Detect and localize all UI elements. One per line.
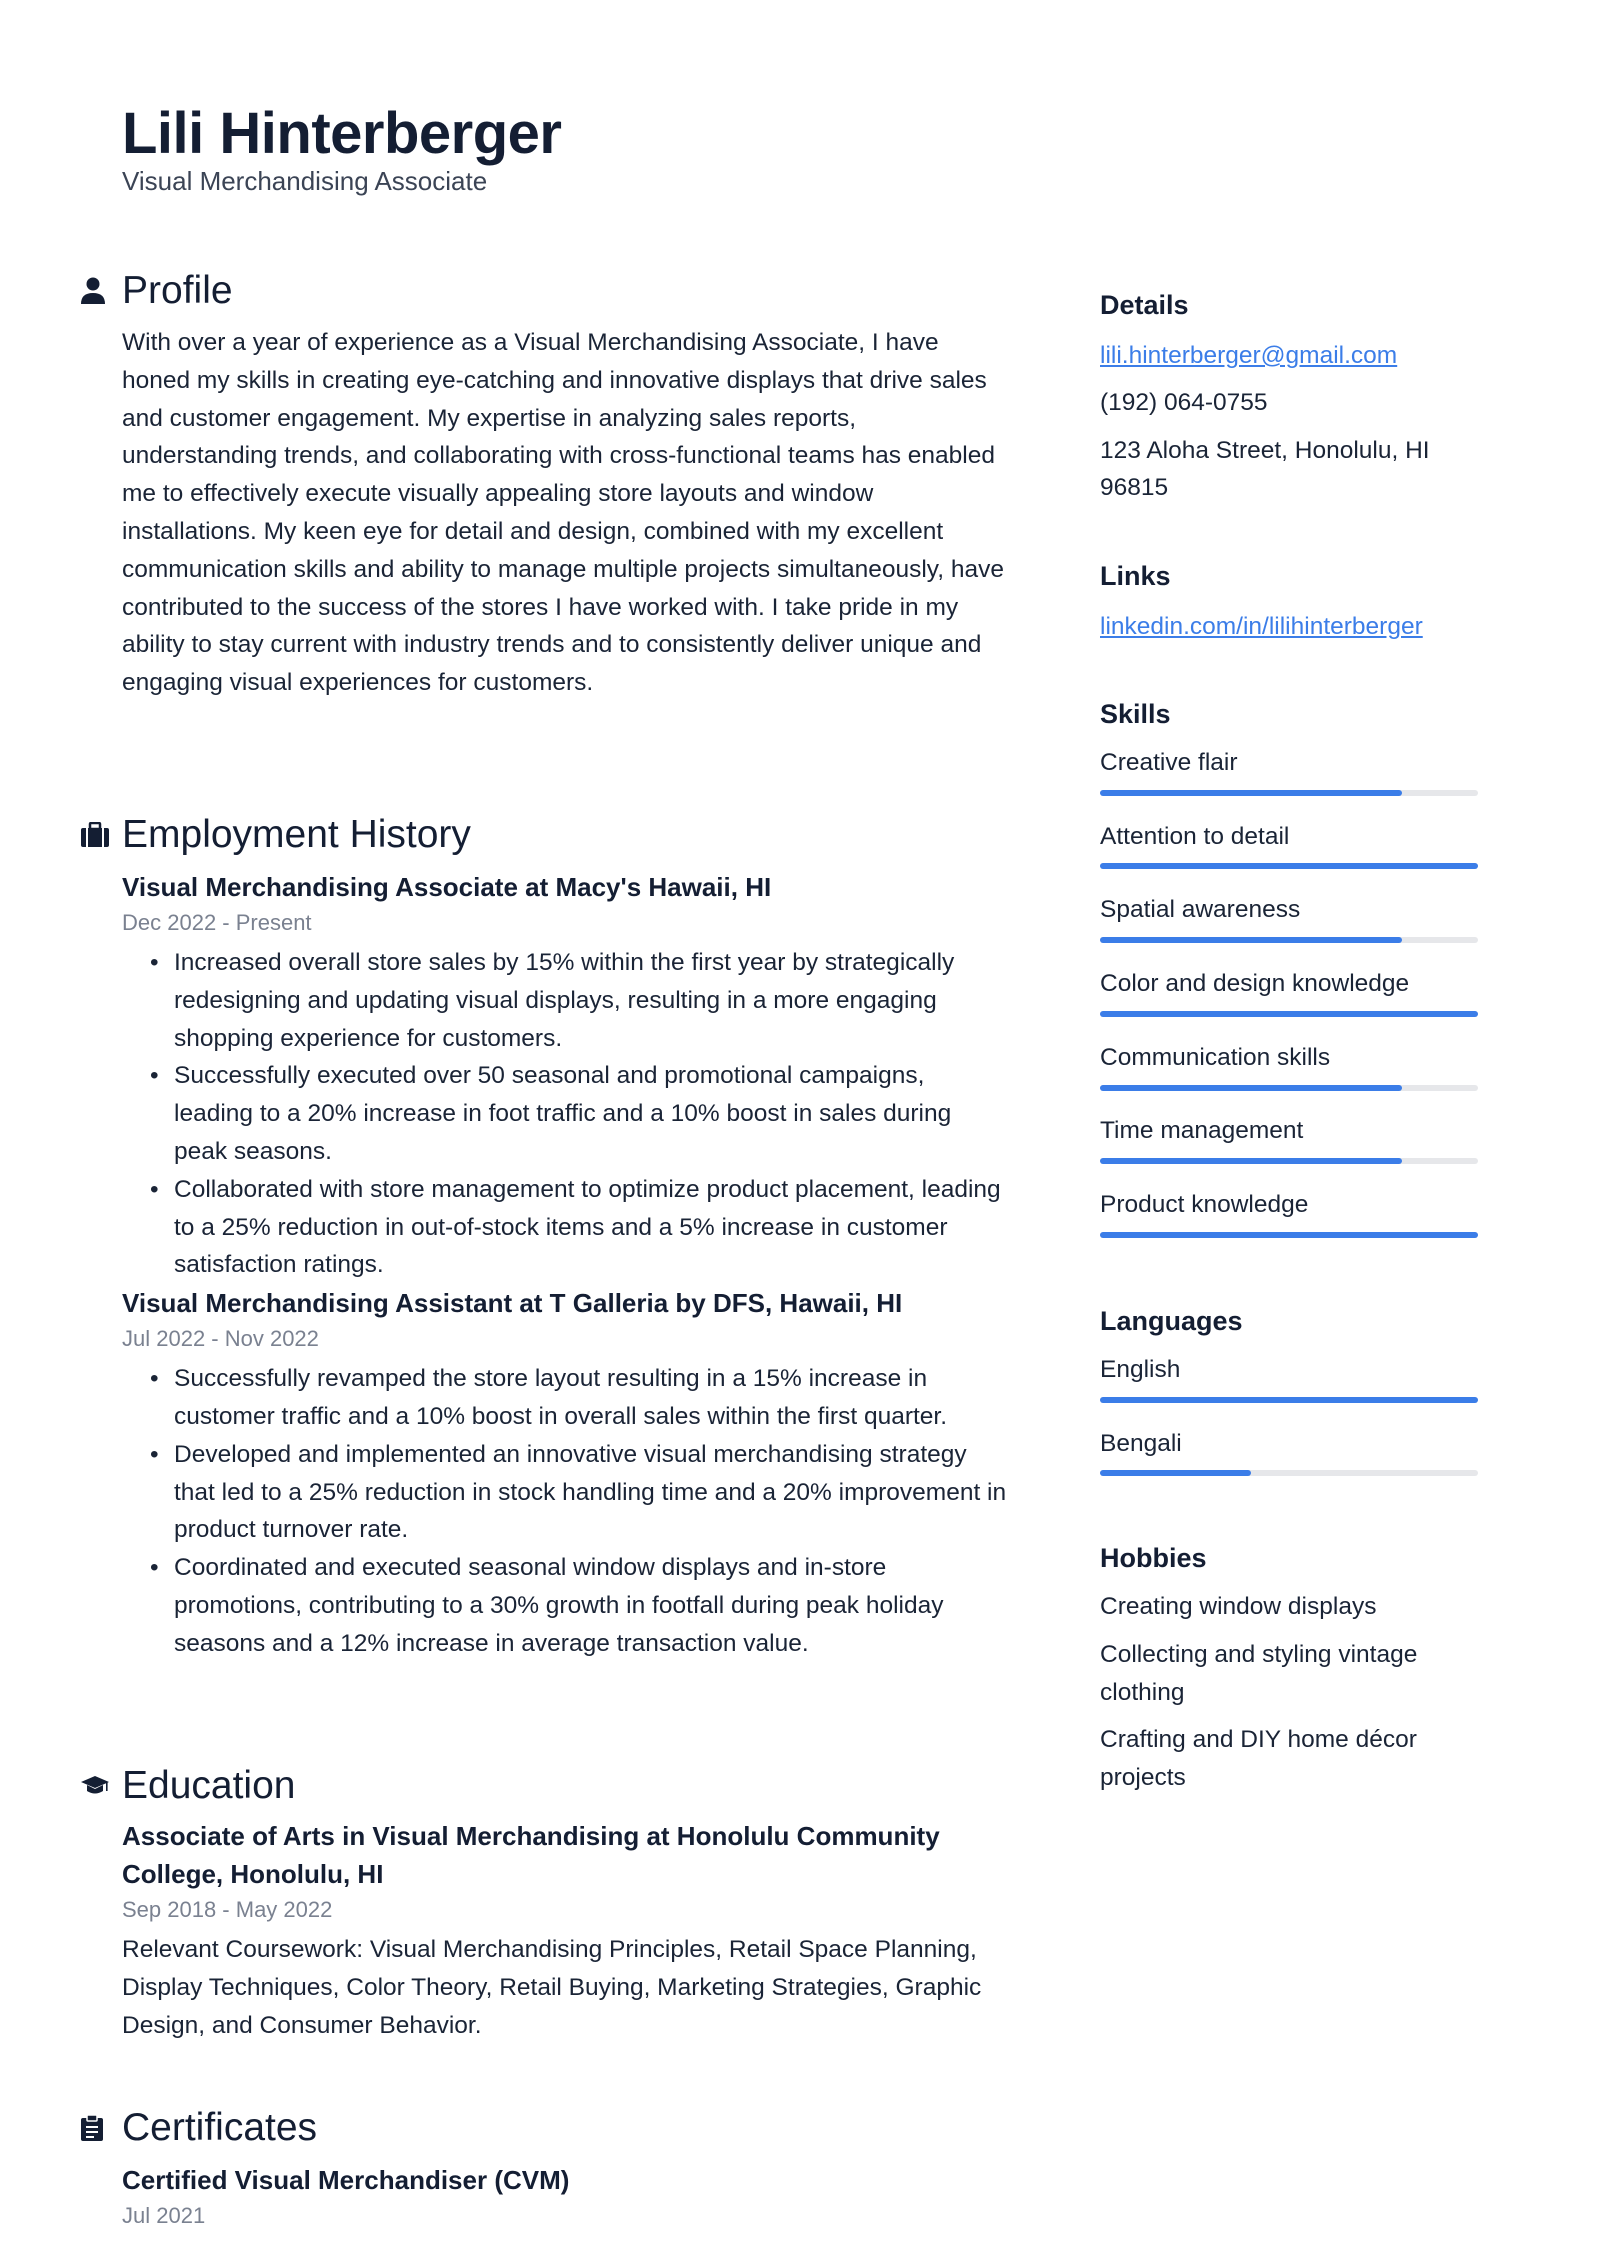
section-heading: Profile: [122, 269, 233, 312]
skill-item: [1100, 1182, 1490, 1256]
skill-label: Communication skills: [1100, 1043, 1331, 1071]
person-icon: [80, 277, 122, 305]
skills-section: [1100, 694, 1490, 1256]
hobby-item: Crafting and DIY home décor projects: [1100, 1726, 1417, 1792]
clipboard-icon: [80, 2114, 122, 2142]
job-entry: [80, 868, 1010, 1284]
profile-section: [80, 266, 1010, 702]
job-title: Visual Merchandising Assistant at T Galleria by DFS, Hawaii, HI: [122, 1288, 903, 1319]
details-section: [1100, 285, 1490, 507]
level-bar-fill: [1100, 1470, 1251, 1476]
level-bar-fill: [1100, 1158, 1402, 1164]
job-bullet: • Collaborated with store management to optimize product placement, leading to a 25% reduction in out-of-stock items and a 5% increase in customer satisfaction ratings.: [174, 1171, 1010, 1284]
language-item: [1100, 1421, 1490, 1495]
job-bullet: • Coordinated and executed seasonal window displays and in-store promotions, contributing to a 30% growth in footfall during peak holiday seasons and a 12% increase in average transaction value.: [174, 1549, 1010, 1662]
level-bar-fill: [1100, 937, 1402, 943]
graduation-cap-icon: [80, 1775, 122, 1797]
job-bullet: • Successfully executed over 50 seasonal and promotional campaigns, leading to a 20% increase in foot traffic and a 10% boost in sales during peak seasons.: [174, 1057, 1010, 1170]
candidate-name: Lili Hinterberger: [122, 101, 562, 166]
links-section: [1100, 556, 1490, 646]
level-bar-fill: [1100, 790, 1402, 796]
level-bar-fill: [1100, 1232, 1478, 1238]
job-bullet: • Developed and implemented an innovative visual merchandising strategy that led to a 25% reduction in stock handling time and a 20% improvement in product turnover rate.: [174, 1436, 1010, 1549]
languages-heading: Languages: [1100, 1306, 1243, 1336]
skill-item: [1100, 1108, 1490, 1182]
details-heading: Details: [1100, 290, 1189, 320]
skill-item: [1100, 740, 1490, 814]
hobby-item: Collecting and styling vintage clothing: [1100, 1640, 1418, 1706]
level-bar: [1100, 863, 1478, 869]
skill-label: Color and design knowledge: [1100, 970, 1410, 998]
education-text: Relevant Coursework: Visual Merchandising Principles, Retail Space Planning, Display Techniques, Color Theory, Retail Buying, Marketing Strategies, Graphic Design, and Consumer Behavior.: [122, 1936, 982, 2039]
certificate-title: Certified Visual Merchandiser (CVM): [122, 2165, 570, 2195]
skill-label: Attention to detail: [1100, 822, 1290, 850]
education-date: Sep 2018 - May 2022: [122, 1897, 333, 1922]
language-item: [1100, 1347, 1490, 1421]
certificates-section: [80, 2103, 1010, 2233]
briefcase-icon: [80, 822, 122, 848]
address-line-1: 123 Aloha Street, Honolulu, HI: [1100, 436, 1430, 464]
level-bar: [1100, 1011, 1478, 1017]
level-bar: [1100, 1397, 1478, 1403]
level-bar: [1100, 1085, 1478, 1091]
skill-label: Time management: [1100, 1117, 1304, 1145]
job-date: Jul 2022 - Nov 2022: [122, 1326, 319, 1352]
level-bar: [1100, 1158, 1478, 1164]
skill-label: Creative flair: [1100, 749, 1238, 776]
profile-text: With over a year of experience as a Visual Merchandising Associate, I have honed my skills in creating eye-catching and innovative displays that drive sales and customer engagement. My expertise in analyzing sales reports, understanding trends, and collaborating with cross-functional teams has enabled me to effectively execute visually appealing store layouts and window installations. My keen eye for detail and design, combined with my excellent communication skills and ability to manage multiple projects simultaneously, have contributed to the success of the stores I have worked with. I take pride in my ability to stay current with industry trends and to consistently deliver unique and engaging visual experiences for customers.: [122, 329, 1004, 697]
hobby-item: Creating window displays: [1100, 1593, 1377, 1620]
email-link[interactable]: lili.hinterberger@gmail.com: [1100, 342, 1398, 369]
level-bar: [1100, 1232, 1478, 1238]
job-entry: [80, 1284, 1010, 1662]
skill-item: [1100, 887, 1490, 961]
level-bar-fill: [1100, 1085, 1402, 1091]
section-heading: Certificates: [122, 2106, 318, 2149]
education-section: [80, 1761, 1010, 2044]
certificate-date: Jul 2021: [122, 2203, 206, 2228]
level-bar: [1100, 1470, 1478, 1476]
level-bar-fill: [1100, 863, 1478, 869]
languages-section: [1100, 1301, 1490, 1494]
job-bullet: • Increased overall store sales by 15% within the first year by strategically redesigning and updating visual displays, resulting in a more engaging shopping experience for customers.: [174, 944, 1010, 1057]
level-bar-fill: [1100, 1011, 1478, 1017]
skill-item: [1100, 1035, 1490, 1109]
level-bar: [1100, 937, 1478, 943]
skills-heading: Skills: [1100, 699, 1171, 729]
candidate-title: Visual Merchandising Associate: [122, 166, 488, 196]
phone: (192) 064-0755: [1100, 388, 1268, 416]
skill-label: Spatial awareness: [1100, 896, 1301, 924]
education-title: Associate of Arts in Visual Merchandising at Honolulu Community College, Honolulu, HI: [122, 1821, 940, 1889]
skill-item: [1100, 961, 1490, 1035]
job-date: Dec 2022 - Present: [122, 910, 312, 935]
linkedin-link[interactable]: linkedin.com/in/lilihinterberger: [1100, 613, 1423, 640]
links-heading: Links: [1100, 561, 1171, 591]
hobbies-heading: Hobbies: [1100, 1543, 1207, 1573]
level-bar: [1100, 790, 1478, 796]
skill-item: [1100, 814, 1490, 888]
skill-label: Bengali: [1100, 1429, 1182, 1457]
job-title: Visual Merchandising Associate at Macy's Hawaii, HI: [122, 872, 772, 902]
hobbies-section: [1100, 1538, 1490, 1797]
section-heading: Education: [122, 1764, 296, 1807]
skill-label: English: [1100, 1356, 1181, 1383]
address-line-2: 96815: [1100, 474, 1169, 502]
employment-section: [80, 810, 1010, 1663]
job-bullet: • Successfully revamped the store layout resulting in a 15% increase in customer traffic and a 10% boost in overall sales within the first quarter.: [174, 1360, 1010, 1436]
section-heading: Employment History: [122, 813, 471, 856]
skill-label: Product knowledge: [1100, 1191, 1309, 1219]
level-bar-fill: [1100, 1397, 1478, 1403]
